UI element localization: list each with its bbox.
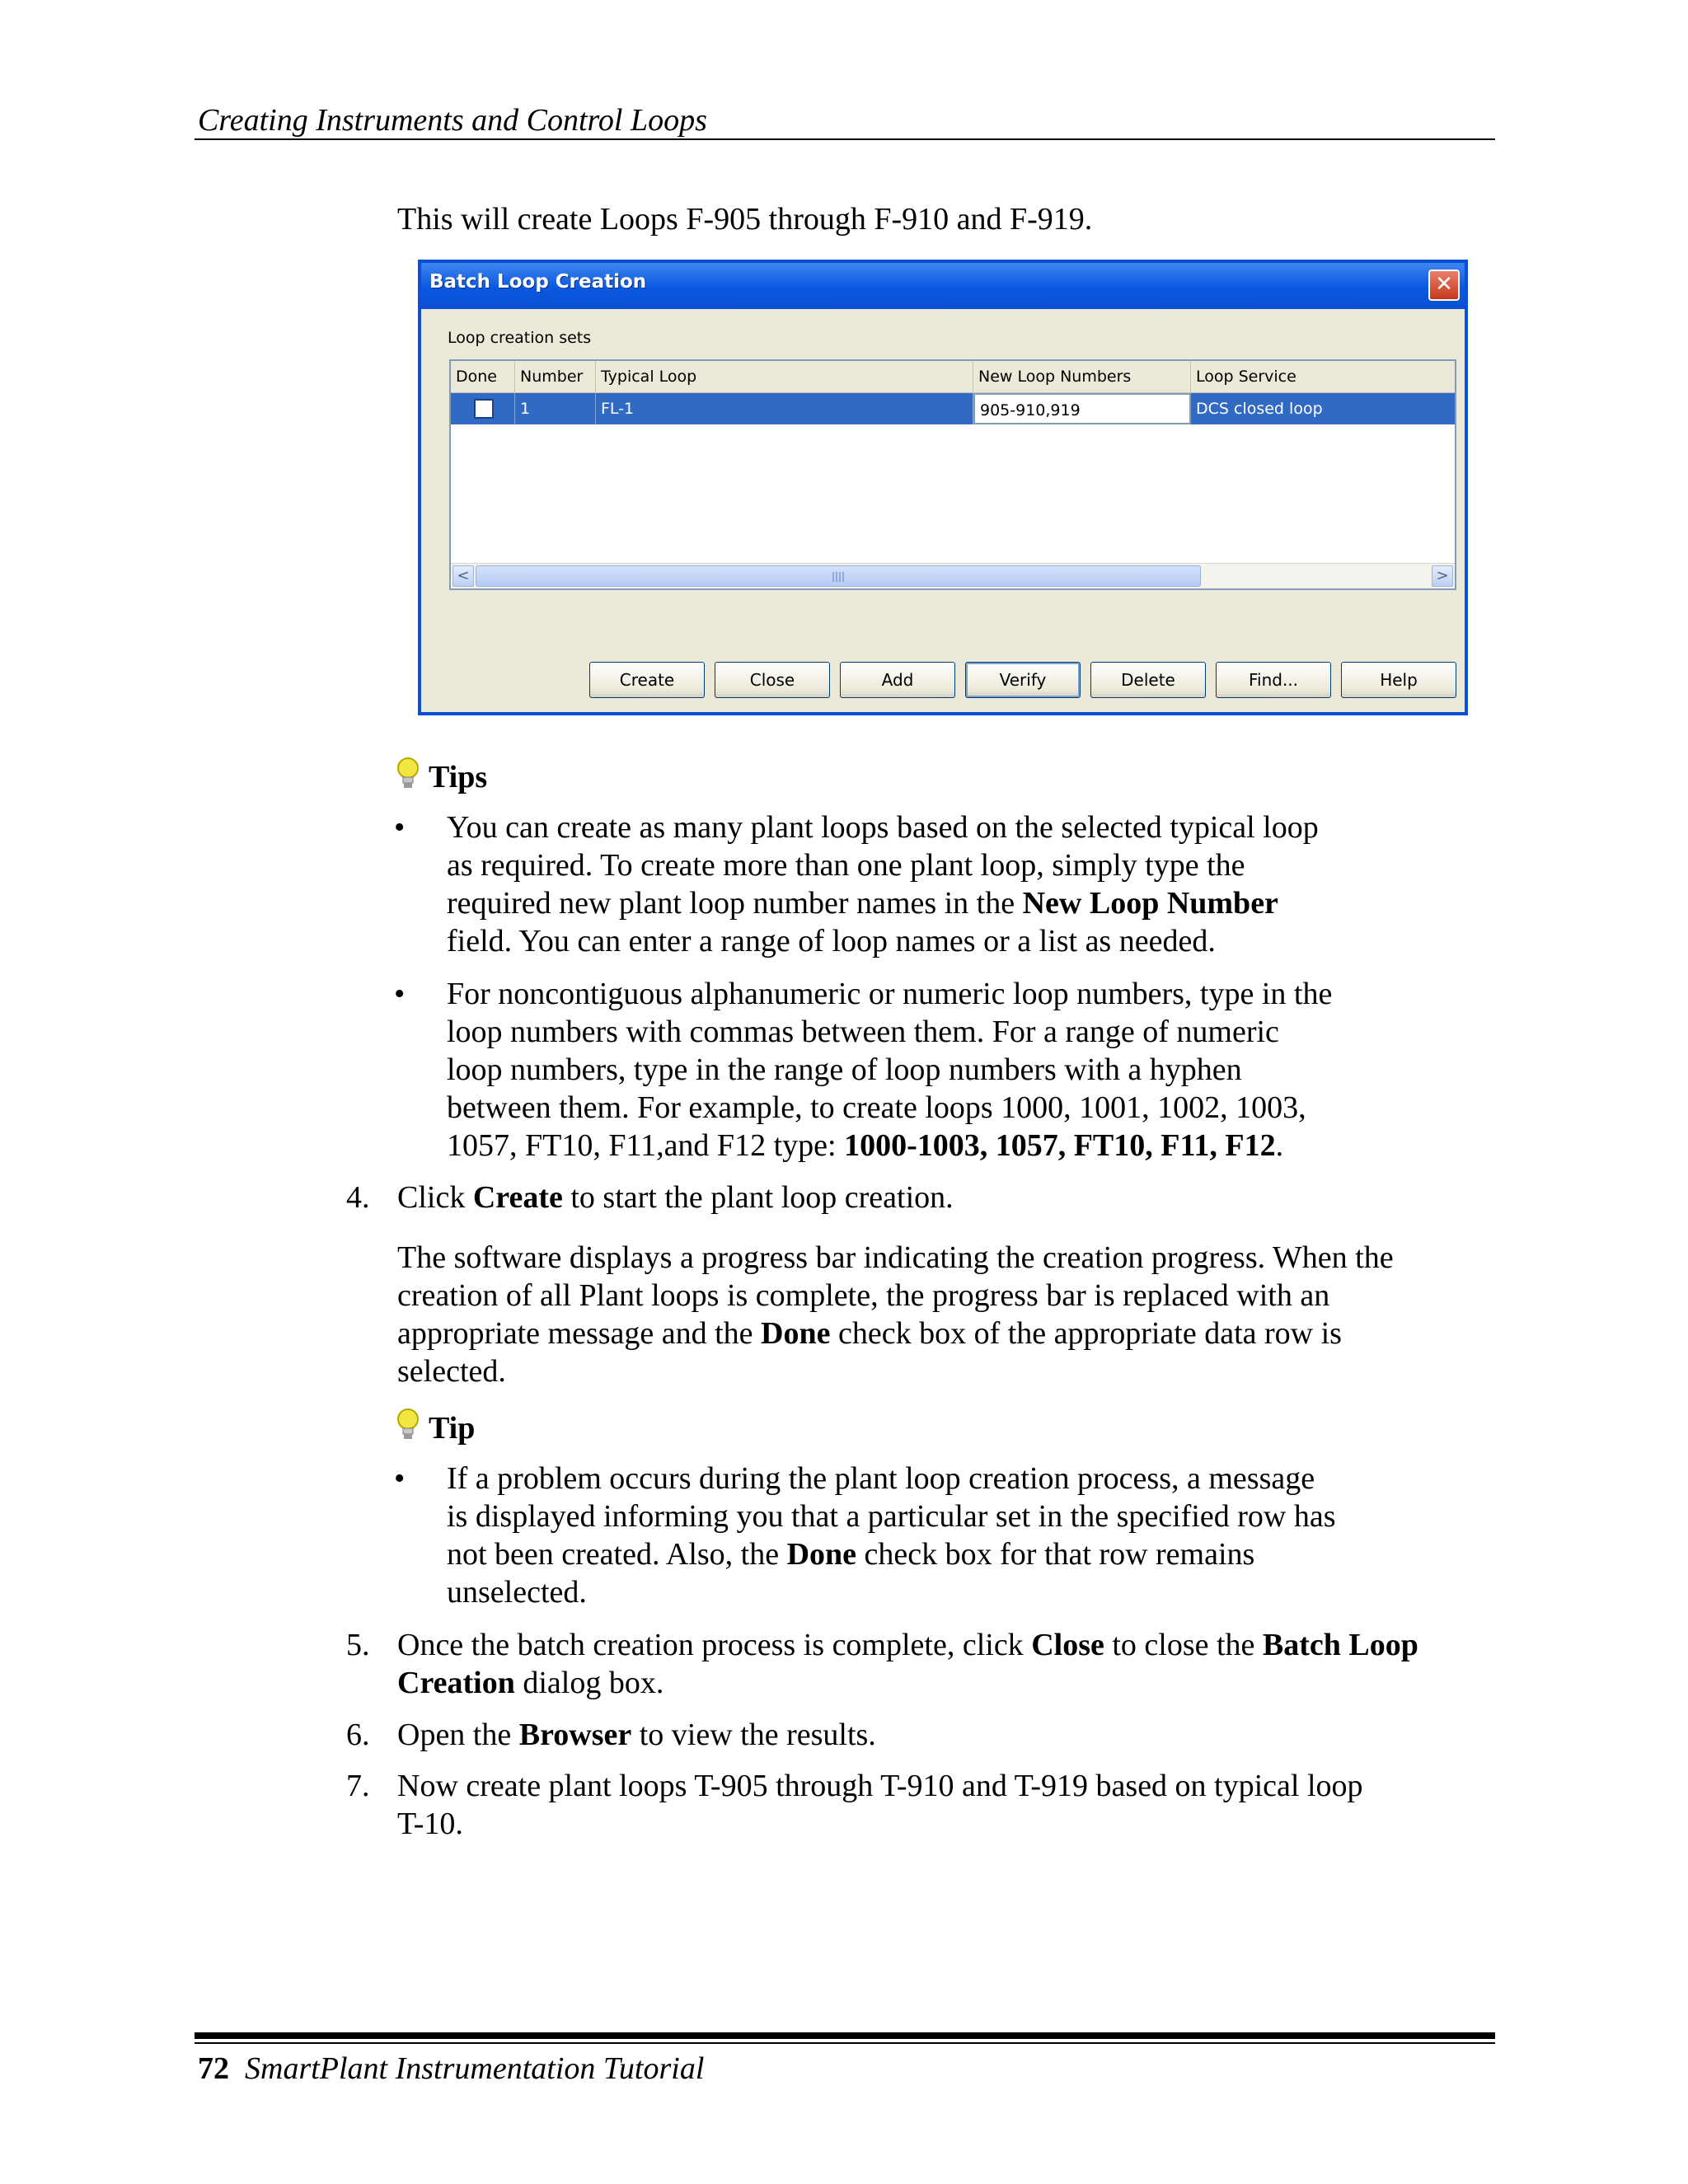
step-number-7: 7. (346, 1769, 370, 1803)
step-line (397, 1626, 1418, 1664)
table-row[interactable] (451, 393, 1455, 424)
step-6-text (397, 1716, 876, 1754)
tip-line: between them. For example, to create loops 1000, 1001, 1002, 1003, (447, 1090, 1306, 1125)
para-line-text: check box of the appropriate data row is (830, 1316, 1342, 1351)
grip-icon (832, 572, 844, 582)
batch-loop-term: Batch Loop (1262, 1628, 1418, 1662)
tip-line: If a problem occurs during the plant loop creation process, a message (447, 1461, 1315, 1496)
footer-rule (195, 2032, 1495, 2039)
step-text: dialog box. (514, 1666, 664, 1700)
para-line-text: appropriate message and the (397, 1316, 762, 1351)
tip-line-text: 1057, FT10, F11,and F12 type: (447, 1128, 845, 1163)
scroll-left-icon[interactable]: < (452, 565, 474, 587)
tip-line (447, 1535, 1336, 1573)
tip-line: unselected. (447, 1575, 587, 1610)
done-cell (451, 393, 515, 424)
tip-line: loop numbers, type in the range of loop numbers with a hyphen (447, 1052, 1242, 1087)
tip-line (447, 1127, 1332, 1165)
add-button[interactable]: Add (840, 662, 955, 698)
creation-term: Creation (397, 1666, 515, 1700)
grid-header (451, 361, 1455, 394)
loop-creation-sets-label: Loop creation sets (448, 329, 592, 347)
tips-heading: Tips (429, 760, 488, 794)
tip-heading: Tip (429, 1411, 476, 1446)
delete-button[interactable]: Delete (1090, 662, 1206, 698)
book-title: SmartPlant Instrumentation Tutorial (245, 2051, 705, 2086)
bullet: • (394, 810, 406, 845)
horizontal-scrollbar[interactable] (451, 563, 1455, 588)
step-line: T-10. (397, 1807, 463, 1841)
close-icon[interactable]: ✕ (1428, 269, 1460, 301)
bullet: • (394, 1461, 406, 1496)
column-header-number[interactable]: Number (515, 361, 596, 392)
para-line (397, 1315, 1394, 1352)
scroll-right-icon[interactable]: > (1432, 565, 1453, 587)
para-line: The software displays a progress bar indicating the creation progress. When the (397, 1240, 1394, 1275)
step-4-text (397, 1179, 954, 1216)
step-line: Now create plant loops T-905 through T-910 and T-919 based on typical loop (397, 1769, 1363, 1803)
para-line: selected. (397, 1354, 506, 1389)
batch-loop-creation-dialog (418, 260, 1468, 715)
tip-line: field. You can enter a range of loop names or a list as needed. (447, 924, 1216, 958)
tip-line (447, 884, 1319, 922)
period: . (1275, 1128, 1284, 1163)
done-term: Done (761, 1316, 831, 1351)
step-text: Once the batch creation process is complete, click (397, 1628, 1032, 1662)
step-text: Click (397, 1180, 473, 1215)
lightbulb-icon (396, 1408, 420, 1444)
tip-line-text: not been created. Also, the (447, 1537, 787, 1572)
step-4-paragraph (397, 1239, 1394, 1390)
tip-item-2 (447, 975, 1332, 1165)
tip-2-item (447, 1460, 1336, 1611)
tip-line-text: required new plant loop number names in the (447, 886, 1023, 921)
new-loop-number-term: New Loop Number (1022, 886, 1278, 921)
step-number-6: 6. (346, 1718, 370, 1752)
lightbulb-icon (396, 757, 420, 793)
tip-line-text: check box for that row remains (856, 1537, 1255, 1572)
create-term: Create (472, 1180, 563, 1215)
scroll-thumb[interactable] (476, 565, 1201, 587)
help-button[interactable]: Help (1341, 662, 1456, 698)
step-line (397, 1664, 1418, 1702)
running-header: Creating Instruments and Control Loops (198, 103, 707, 138)
typical-loop-cell[interactable]: FL-1 (596, 393, 973, 424)
step-text: to start the plant loop creation. (562, 1180, 954, 1215)
footer-rule-thin (195, 2042, 1495, 2044)
tip-line: loop numbers with commas between them. For a range of numeric (447, 1015, 1279, 1049)
step-number-4: 4. (346, 1180, 370, 1215)
loop-service-cell[interactable]: DCS closed loop (1196, 400, 1323, 418)
loop-sets-grid (449, 359, 1456, 590)
column-header-new-loop-numbers[interactable]: New Loop Numbers (973, 361, 1191, 392)
step-7-text (397, 1767, 1363, 1843)
page-number: 72 (198, 2051, 229, 2086)
tip-line: For noncontiguous alphanumeric or numeric loop numbers, type in the (447, 977, 1333, 1011)
page-footer (198, 2046, 704, 2092)
step-text: Open the (397, 1718, 519, 1752)
intro-text: This will create Loops F-905 through F-910 and F-919. (397, 202, 1093, 237)
bullet: • (394, 977, 406, 1011)
header-rule (195, 138, 1495, 140)
tip-line: is displayed informing you that a particular set in the specified row has (447, 1499, 1336, 1534)
para-line: creation of all Plant loops is complete, the progress bar is replaced with an (397, 1278, 1330, 1313)
column-header-done[interactable]: Done (451, 361, 515, 392)
verify-button[interactable]: Verify (965, 662, 1081, 698)
done-checkbox[interactable] (474, 399, 494, 419)
create-button[interactable]: Create (589, 662, 705, 698)
number-cell: 1 (515, 393, 596, 424)
step-text: to view the results. (631, 1718, 876, 1752)
close-term: Close (1031, 1628, 1104, 1662)
dialog-titlebar (421, 263, 1465, 309)
tip-line: You can create as many plant loops based on the selected typical loop (447, 810, 1319, 845)
column-header-loop-service[interactable]: Loop Service (1196, 368, 1296, 386)
tip-line: as required. To create more than one plant loop, simply type the (447, 848, 1245, 883)
step-5-text (397, 1626, 1418, 1702)
dialog-title: Batch Loop Creation (429, 271, 647, 293)
step-number-5: 5. (346, 1628, 370, 1662)
browser-term: Browser (518, 1718, 632, 1752)
close-button[interactable]: Close (715, 662, 830, 698)
new-loop-numbers-input[interactable]: 905-910,919 (973, 393, 1191, 424)
example-loops: 1000-1003, 1057, FT10, F11, F12 (844, 1128, 1276, 1163)
find-button[interactable]: Find... (1216, 662, 1331, 698)
tip-item-1 (447, 808, 1319, 960)
column-header-typical-loop[interactable]: Typical Loop (596, 361, 973, 392)
step-text: to close the (1104, 1628, 1263, 1662)
done-term: Done (786, 1537, 857, 1572)
